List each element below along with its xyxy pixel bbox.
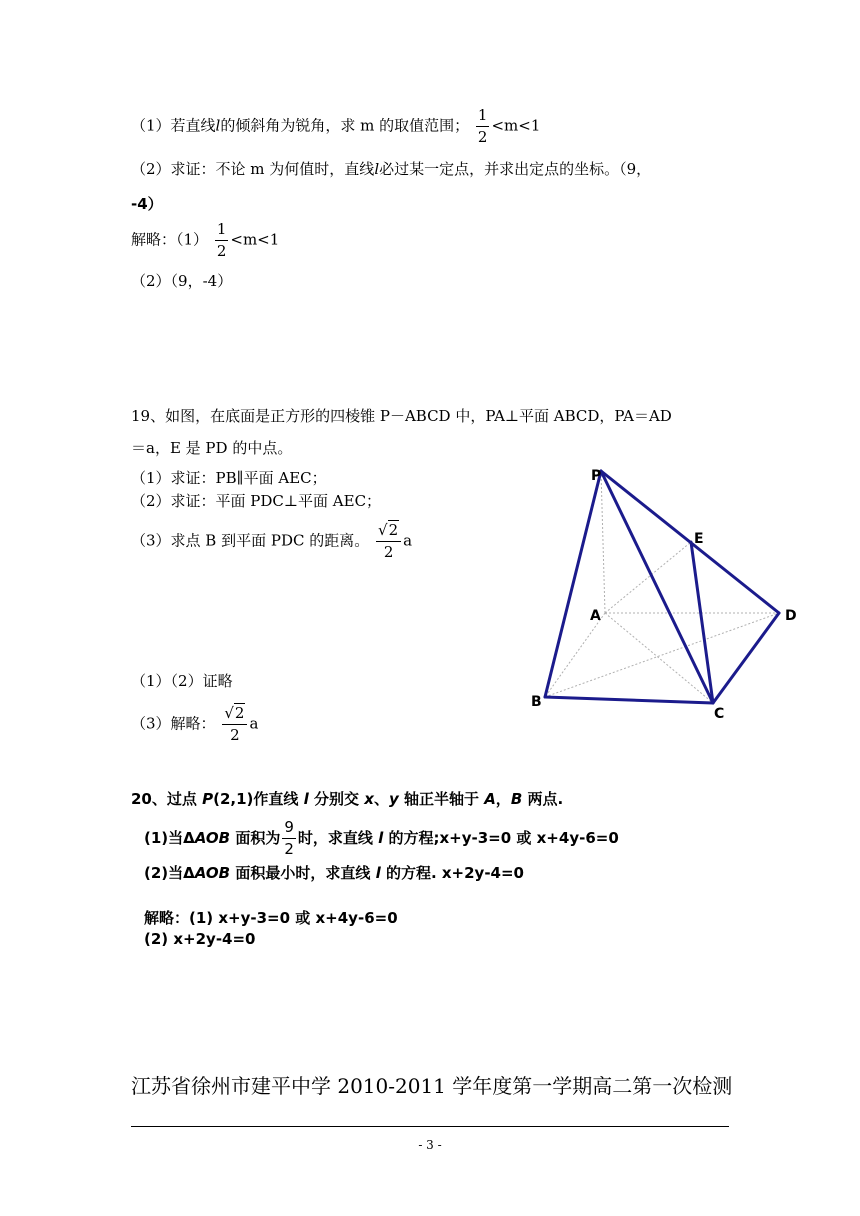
q18-solution-1: 解略：（1） $\frac{1}{2}$ <m<1 xyxy=(131,220,280,260)
q20-solution-2: (2) x+2y-4=0 xyxy=(144,930,256,948)
edge-PB xyxy=(545,471,601,697)
q19-stem-line1: 19、如图，在底面是正方形的四棱锥 P－ABCD 中，PA⊥平面 ABCD，PA＝AD xyxy=(131,407,672,425)
label-A: A xyxy=(590,608,601,624)
visible-edges xyxy=(545,471,779,703)
sqrt-fraction: $\frac{√2}{2}$ xyxy=(222,706,247,743)
label-P: P xyxy=(591,468,602,484)
q20-part2: (2)当ΔAOB 面积最小时，求直线 l 的方程. x+2y-4=0 xyxy=(144,864,524,882)
q19-part1: （1）求证：PB∥平面 AEC； xyxy=(131,469,327,487)
footer-rule xyxy=(131,1126,729,1127)
edge-BC xyxy=(545,697,713,703)
hidden-edges xyxy=(545,471,779,703)
q18-part2: （2）求证：不论 m 为何值时，直线l必过某一定点，并求出定点的坐标。（9， xyxy=(131,160,652,178)
fraction: $\frac{9}{2}$ xyxy=(284,818,294,858)
q18-part2-cont: -4） xyxy=(131,195,163,213)
sqrt-fraction: $\frac{√2}{2}$ xyxy=(376,523,401,560)
edge-BD xyxy=(545,613,779,697)
q19-stem-line2: ＝a，E 是 PD 的中点。 xyxy=(131,439,293,457)
label-D: D xyxy=(785,608,797,624)
edge-AE xyxy=(605,542,691,613)
q19-part3: （3）求点 B 到平面 PDC 的距离。 $\frac{√2}{2}$ a xyxy=(131,521,413,561)
label-B: B xyxy=(531,694,542,710)
label-E: E xyxy=(694,531,704,547)
edge-CD xyxy=(713,613,779,703)
label-C: C xyxy=(714,706,725,722)
q20-solution-1: 解略：(1) x+y-3=0 或 x+4y-6=0 xyxy=(144,909,398,927)
q18-solution-2: （2）（9，-4） xyxy=(131,272,233,290)
pyramid-figure xyxy=(525,455,815,725)
q20-stem: 20、过点 P(2,1)作直线 l 分别交 x、y 轴正半轴于 A，B 两点. xyxy=(131,790,564,808)
q19-solution-1: （1）（2）证略 xyxy=(131,672,233,690)
fraction: $\frac{1}{2}$ xyxy=(477,106,488,146)
edge-AC xyxy=(605,613,713,703)
page-number: - 3 - xyxy=(418,1138,442,1152)
q19-solution-3: （3）解略： $\frac{√2}{2}$ a xyxy=(131,704,259,744)
footer-title: 江苏省徐州市建平中学 2010-2011 学年度第一学期高二第一次检测 xyxy=(131,1074,733,1098)
q20-part1: (1)当ΔAOB 面积为 $\frac{9}{2}$ 时，求直线 l 的方程;x+y-3=0 或 x+4y-6=0 xyxy=(144,818,619,858)
q19-part2: （2）求证：平面 PDC⊥平面 AEC； xyxy=(131,492,382,510)
edge-PA xyxy=(601,471,605,613)
fraction: $\frac{1}{2}$ xyxy=(216,220,227,260)
q18-part1: （1）若直线l的倾斜角为锐角，求 m 的取值范围； $\frac{1}{2}$ <m<1 xyxy=(131,106,541,146)
